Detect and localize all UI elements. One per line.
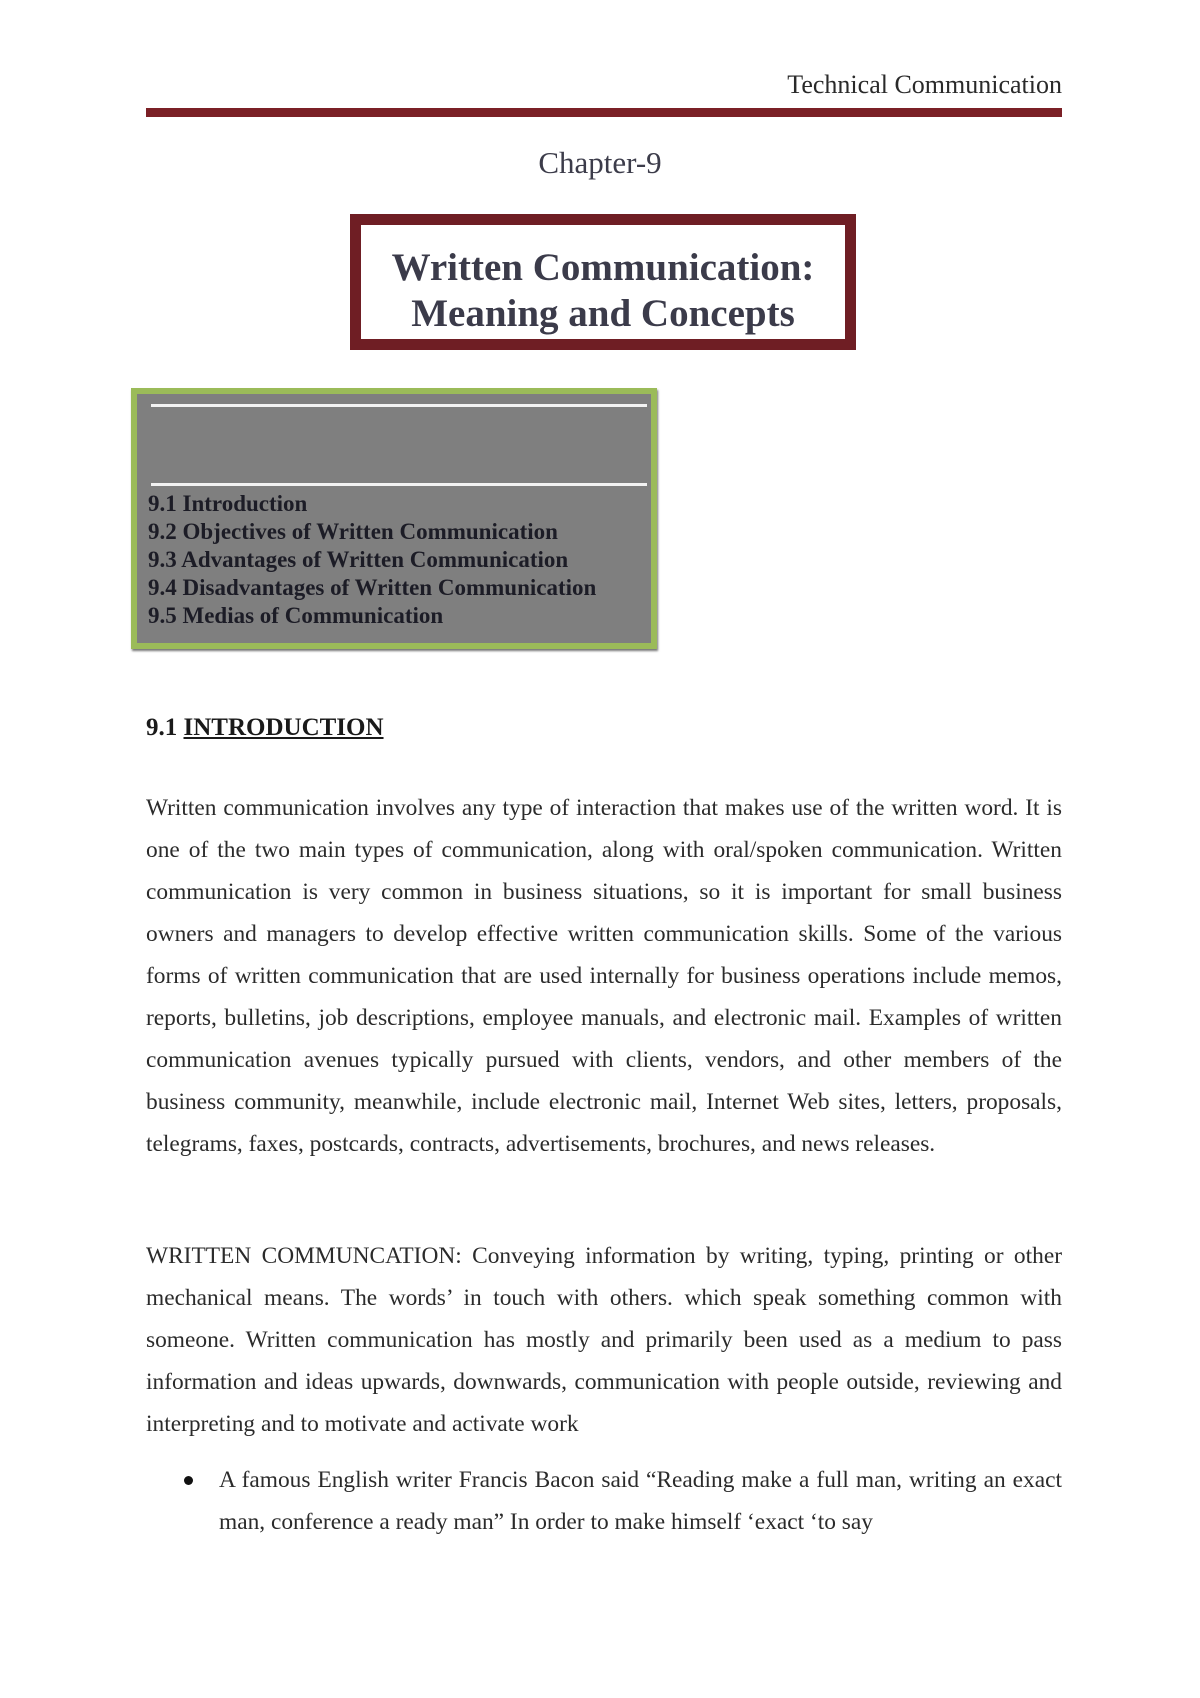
header-rule [146, 108, 1062, 117]
section-number: 9.1 [146, 714, 178, 741]
contents-box [131, 388, 657, 649]
chapter-title-line-2: Meaning and Concepts [411, 292, 795, 335]
bullet-dot-icon [184, 1476, 193, 1485]
chapter-label: Chapter-9 [538, 145, 662, 180]
chapter-title-line-1: Written Communication: [391, 246, 815, 289]
bullet-text: A famous English writer Francis Bacon said “Reading make a full man, writing an exact man, conference a ready man” In order to make himself ‘exact ‘to say [219, 1467, 1062, 1535]
bullet-list [146, 1459, 1062, 1543]
chapter-title-box [350, 214, 856, 350]
contents-item: 9.3 Advantages of Written Communication [148, 547, 569, 572]
contents-item: 9.1 Introduction [148, 491, 308, 516]
contents-mid-rule [151, 483, 647, 486]
body-paragraph: Written communication involves any type of interaction that makes use of the written word. It is one of the two main types of communication, along with oral/spoken communication. Written communication is very common in business situations, so it is important for small business owners and managers to develop effective written communication skills. Some of the various forms of written communication that are used internally for business operations include memos, reports, bulletins, job descriptions, employee manuals, and electronic mail. Examples of written communication avenues typically pursued with clients, vendors, and other members of the business community, meanwhile, include electronic mail, Internet Web sites, letters, proposals, telegrams, faxes, postcards, contracts, advertisements, brochures, and news releases. [146, 795, 1062, 1157]
contents-item: 9.5 Medias of Communication [148, 603, 444, 628]
body-paragraph: WRITTEN COMMUNCATION: Conveying information by writing, typing, printing or other mechanical means. The words’ in touch with others. which speak something common with someone. Written communication has mostly and primarily been used as a medium to pass information and ideas upwards, downwards, communication with people outside, reviewing and interpreting and to motivate and activate work [146, 1243, 1062, 1437]
contents-list [148, 490, 596, 630]
contents-item: 9.4 Disadvantages of Written Communication [148, 575, 597, 600]
bullet-item [146, 1459, 1062, 1543]
section-title: INTRODUCTION [183, 714, 384, 741]
section-heading [146, 714, 384, 742]
contents-item: 9.2 Objectives of Written Communication [148, 519, 558, 544]
running-header: Technical Communication [787, 70, 1062, 99]
contents-top-rule [151, 404, 647, 407]
